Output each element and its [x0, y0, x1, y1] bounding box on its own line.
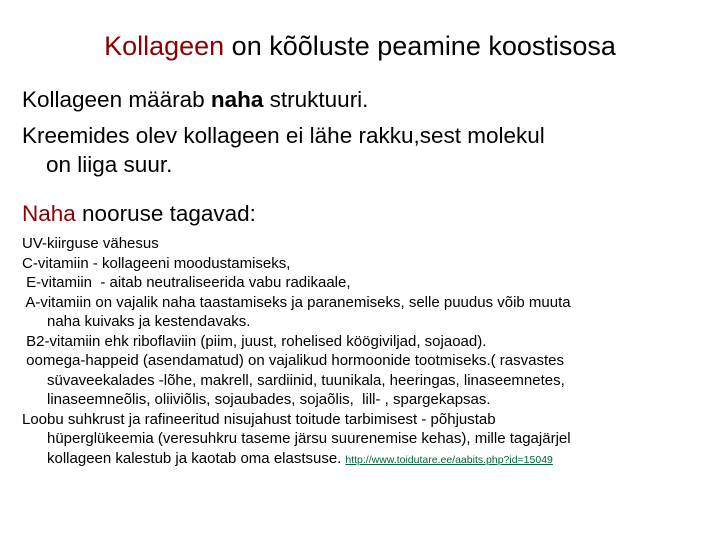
- title-rest: on kõõluste peamine koostisosa: [224, 31, 616, 61]
- factor-list: [22, 234, 702, 470]
- list-item-continuation: linaseemneõlis, oliiviõlis, sojaubades, sojaõlis, lill- , spargekapsas.: [47, 391, 491, 408]
- line2-second: on liiga suur.: [46, 152, 173, 177]
- list-item: oomega-happeid (asendamatud) on vajalikud hormoonide tootmiseks.( rasvastes: [22, 352, 564, 369]
- list-item: Loobu suhkrust ja rafineeritud nisujahust toitude tarbimisest - põhjustab: [22, 410, 496, 428]
- list-item-continuation: hüperglükeemia (veresuhkru taseme järsu suurenemise kehas), mille tagajärjel: [47, 430, 571, 447]
- line3-highlight: Naha: [22, 201, 76, 226]
- list-item-continuation: naha kuivaks ja kestendavaks.: [47, 313, 251, 330]
- list-item: C-vitamiin - kollageeni moodustamiseks,: [22, 254, 291, 272]
- line1-bold-word: naha: [210, 87, 264, 112]
- paragraph-youth: [22, 199, 712, 228]
- source-link[interactable]: http://www.toidutare.ee/aabits.php?id=15049: [345, 453, 553, 466]
- list-item-continuation: [22, 449, 702, 471]
- slide-title: [0, 27, 720, 65]
- list-item: B2-vitamiin ehk riboflaviin (piim, juust, rohelised köögiviljad, sojaoad).: [22, 332, 487, 350]
- paragraph-structure: [22, 85, 712, 114]
- line1-text-end: struktuuri.: [263, 87, 369, 112]
- list-item: UV-kiirguse vähesus: [22, 235, 159, 252]
- list-item: A-vitamiin on vajalik naha taastamiseks ja paranemiseks, selle puudus võib muuta: [22, 293, 571, 311]
- line3-rest: nooruse tagavad:: [75, 201, 256, 226]
- title-highlight: Kollageen: [104, 31, 225, 61]
- line2-first: Kreemides olev kollageen ei lähe rakku,sest molekul: [22, 123, 545, 148]
- line1-text: Kollageen määrab: [22, 87, 211, 112]
- list-item: E-vitamiin - aitab neutraliseerida vabu radikaale,: [22, 274, 351, 291]
- list-item-continuation: süvaveekalades -lõhe, makrell, sardiinid, tuunikala, heeringas, linaseemnetes,: [47, 371, 565, 389]
- list-item-last-text: kollageen kalestub ja kaotab oma elastsuse.: [47, 449, 342, 467]
- paragraph-creams: [22, 121, 712, 179]
